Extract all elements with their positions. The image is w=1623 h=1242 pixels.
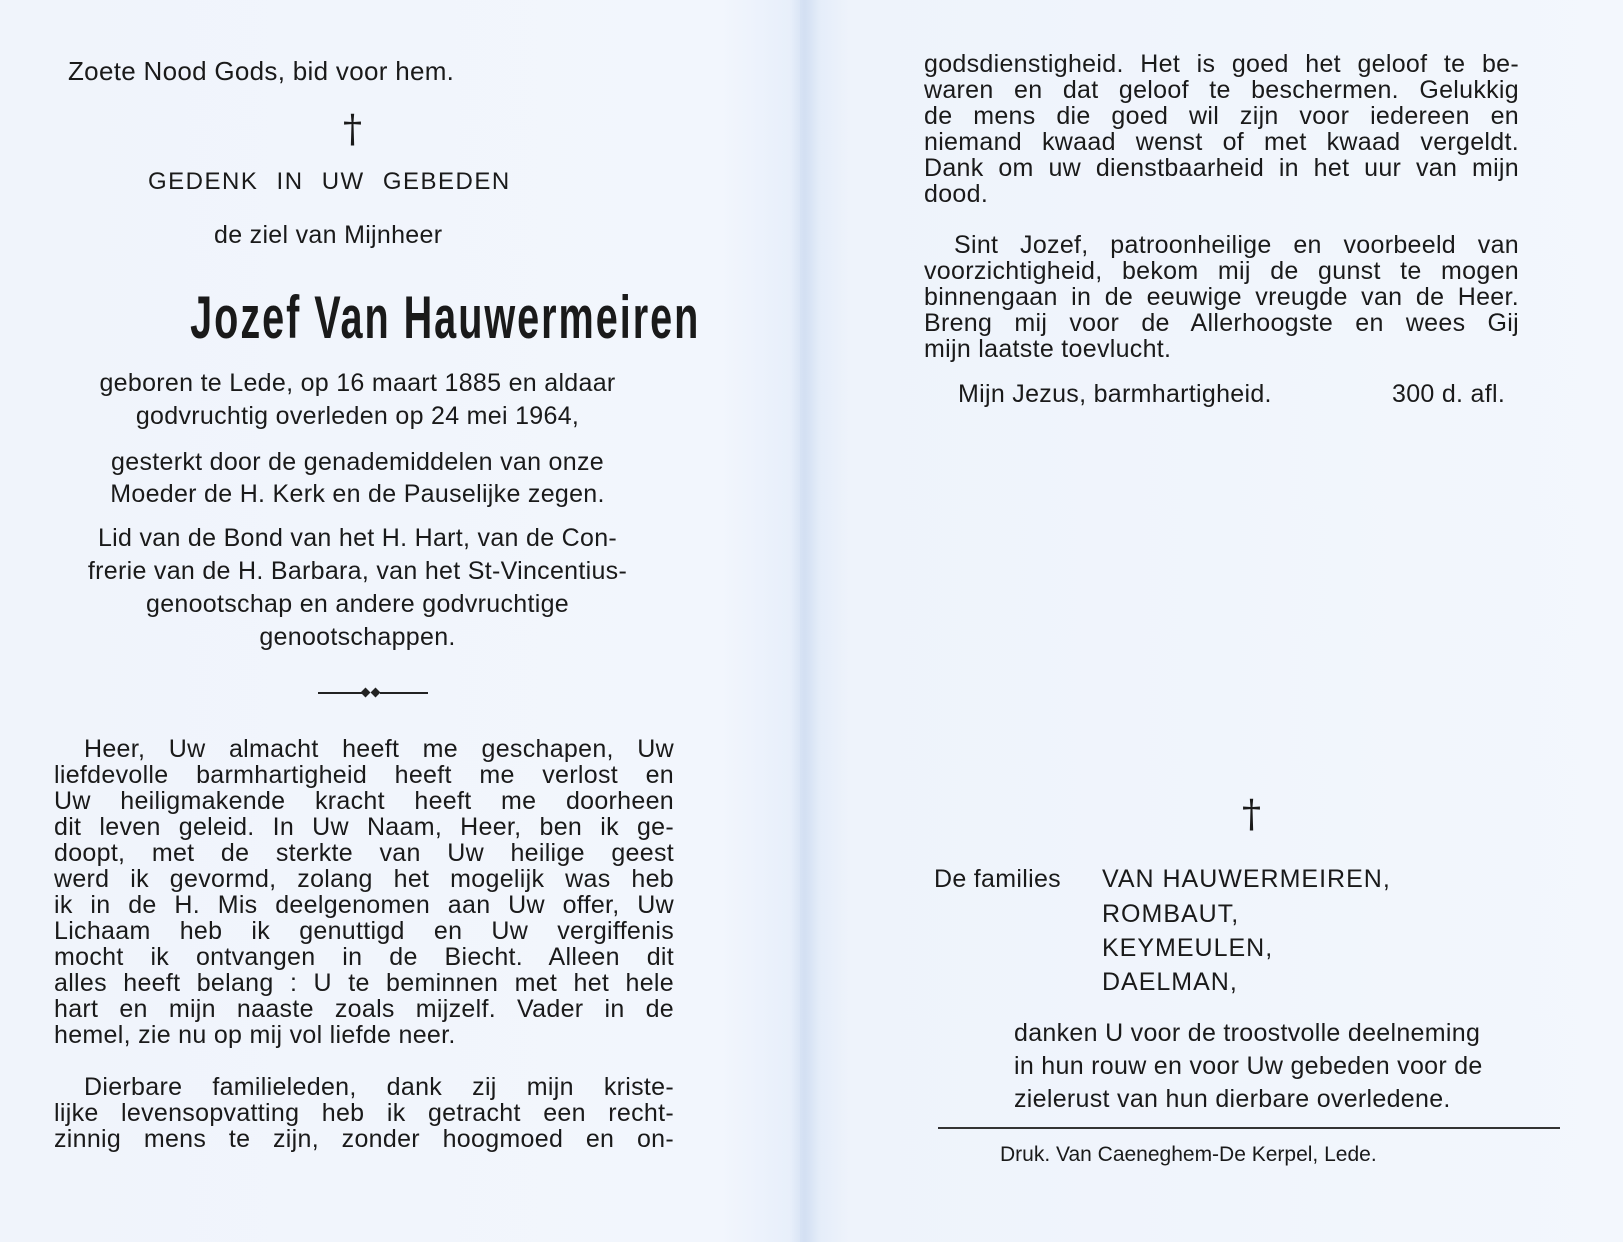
bio-line: genootschappen. (259, 623, 456, 651)
family-message-line: zinnig mens te zijn, zonder hoogmoed en on- (54, 1125, 674, 1153)
family-message-line: lijke levensopvatting heb ik getracht een recht- (54, 1099, 674, 1127)
continuation-line: de mens die goed wil zijn voor iedereen en (924, 102, 1519, 130)
ornamental-divider (318, 688, 428, 698)
ejaculation: Mijn Jezus, barmhartigheid. (958, 380, 1272, 408)
saint-prayer-line: Sint Jozef, patroonheilige en voorbeeld van (954, 231, 1519, 259)
prayer-line: doopt, met de sterkte van Uw heilige geest (54, 839, 674, 867)
printer-credit: Druk. Van Caeneghem-De Kerpel, Lede. (1000, 1143, 1377, 1166)
prayer-line: liefdevolle barmhartigheid heeft me verlost en (54, 761, 674, 789)
page-fold (790, 0, 820, 1242)
prayer-line: hart en mijn naaste zoals mijzelf. Vader in de (54, 995, 674, 1023)
indulgence: 300 d. afl. (1392, 380, 1506, 408)
saint-prayer-line: Breng mij voor de Allerhoogste en wees Gij (924, 309, 1519, 337)
deceased-name: Jozef Van Hauwermeiren (190, 284, 701, 351)
bio-line: genootschap en andere godvruchtige (145, 590, 570, 618)
bio-line: Moeder de H. Kerk en de Pauselijke zegen. (110, 480, 605, 508)
prayer-line: alles heeft belang : U te beminnen met het hele (54, 969, 674, 997)
invocation: Zoete Nood Gods, bid voor hem. (68, 56, 455, 86)
subheading: de ziel van Mijnheer (214, 221, 443, 249)
prayer-line: Uw heiligmakende kracht heeft me doorheen (54, 787, 674, 815)
bio-line: godvruchtig overleden op 24 mei 1964, (135, 402, 580, 430)
thanks-line: zielerust van hun dierbare overledene. (1014, 1085, 1451, 1113)
saint-prayer-line: mijn laatste toevlucht. (924, 335, 1172, 363)
heading: GEDENK IN UW GEBEDEN (148, 168, 511, 195)
prayer-line: werd ik gevormd, zolang het mogelijk was heb (54, 865, 674, 893)
continuation-line: dood. (924, 180, 989, 208)
cross-icon: † (343, 107, 362, 151)
families-intro: De families (934, 865, 1061, 893)
prayer-line: Heer, Uw almacht heeft me geschapen, Uw (84, 735, 674, 763)
family-name: VAN HAUWERMEIREN, (1102, 865, 1391, 893)
saint-prayer-line: binnengaan in de eeuwige vreugde van de Heer. (924, 283, 1519, 311)
prayer-line: mocht ik ontvangen in de Biecht. Alleen dit (54, 943, 674, 971)
footer-rule (938, 1127, 1560, 1129)
bio-line: geboren te Lede, op 16 maart 1885 en aldaar (99, 369, 616, 397)
continuation-line: waren en dat geloof te beschermen. Gelukkig (924, 76, 1519, 104)
cross-icon: † (1242, 792, 1261, 836)
family-name: ROMBAUT, (1102, 900, 1240, 928)
continuation-line: godsdienstigheid. Het is goed het geloof te be- (924, 50, 1519, 78)
family-message-line: Dierbare familieleden, dank zij mijn kriste- (84, 1073, 674, 1101)
thanks-line: in hun rouw en voor Uw gebeden voor de (1014, 1052, 1483, 1080)
continuation-line: Dank om uw dienstbaarheid in het uur van mijn (924, 154, 1519, 182)
bio-line: frerie van de H. Barbara, van het St-Vincentius- (87, 557, 628, 585)
prayer-line: dit leven geleid. In Uw Naam, Heer, ben ik ge- (54, 813, 674, 841)
bio-line: Lid van de Bond van het H. Hart, van de Con- (97, 524, 618, 552)
bio-line: gesterkt door de genademiddelen van onze (111, 448, 604, 476)
continuation-line: niemand kwaad wenst of met kwaad vergeldt. (924, 128, 1519, 156)
family-name: KEYMEULEN, (1102, 934, 1274, 962)
family-name: DAELMAN, (1102, 968, 1238, 996)
prayer-line: hemel, zie nu op mij vol liefde neer. (54, 1021, 456, 1049)
prayer-line: ik in de H. Mis deelgenomen aan Uw offer, Uw (54, 891, 674, 919)
thanks-line: danken U voor de troostvolle deelneming (1014, 1019, 1481, 1047)
prayer-line: Lichaam heb ik genuttigd en Uw vergiffenis (54, 917, 674, 945)
saint-prayer-line: voorzichtigheid, bekom mij de gunst te mogen (924, 257, 1519, 285)
